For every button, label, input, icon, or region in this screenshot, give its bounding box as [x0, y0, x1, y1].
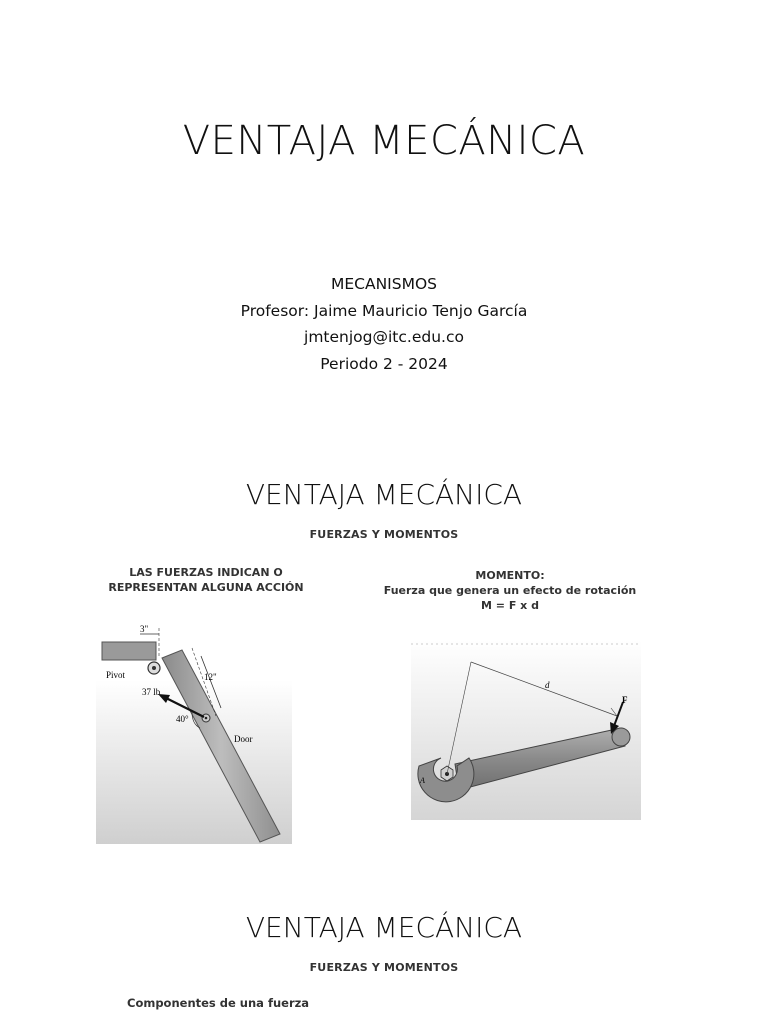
slide3-subtitle: FUERZAS Y MOMENTOS	[309, 961, 459, 974]
professor-name: Profesor: Jaime Mauricio Tenjo García	[240, 301, 528, 320]
moment-heading-line1: MOMENTO:	[475, 569, 545, 582]
course-name: MECANISMOS	[330, 275, 437, 293]
professor-email: jmtenjog@itc.edu.co	[304, 328, 464, 346]
point-a-label: A	[420, 776, 425, 785]
door-pivot-figure	[96, 620, 292, 844]
slide1-title: VENTAJA MECÁNICA	[182, 118, 586, 164]
force-f-label: F	[622, 695, 628, 705]
door-label: Door	[234, 734, 253, 744]
slide2-subtitle: FUERZAS Y MOMENTOS	[309, 528, 459, 541]
slide1-info	[0, 271, 768, 377]
force-label: 37 lb	[142, 687, 161, 697]
moment-heading	[380, 568, 640, 613]
door-dim-top: 3"	[140, 624, 149, 634]
wrench-moment-figure	[411, 640, 641, 820]
period: Periodo 2 - 2024	[320, 354, 448, 373]
slide2-title: VENTAJA MECÁNICA	[245, 478, 523, 511]
slide3-title: VENTAJA MECÁNICA	[245, 911, 523, 944]
forces-heading-line2: REPRESENTAN ALGUNA ACCIÓN	[108, 581, 304, 594]
force-components-heading: Componentes de una fuerza	[127, 996, 310, 1010]
forces-heading	[96, 565, 316, 595]
distance-label: d	[545, 680, 550, 690]
moment-heading-line2: Fuerza que genera un efecto de rotación	[383, 584, 637, 597]
pivot-label: Pivot	[106, 670, 126, 680]
forces-heading-line1: LAS FUERZAS INDICAN O	[129, 566, 283, 579]
angle-label: 40°	[176, 714, 189, 724]
moment-heading-line3: M = F x d	[481, 599, 539, 612]
door-dim-side: 12"	[204, 672, 217, 682]
